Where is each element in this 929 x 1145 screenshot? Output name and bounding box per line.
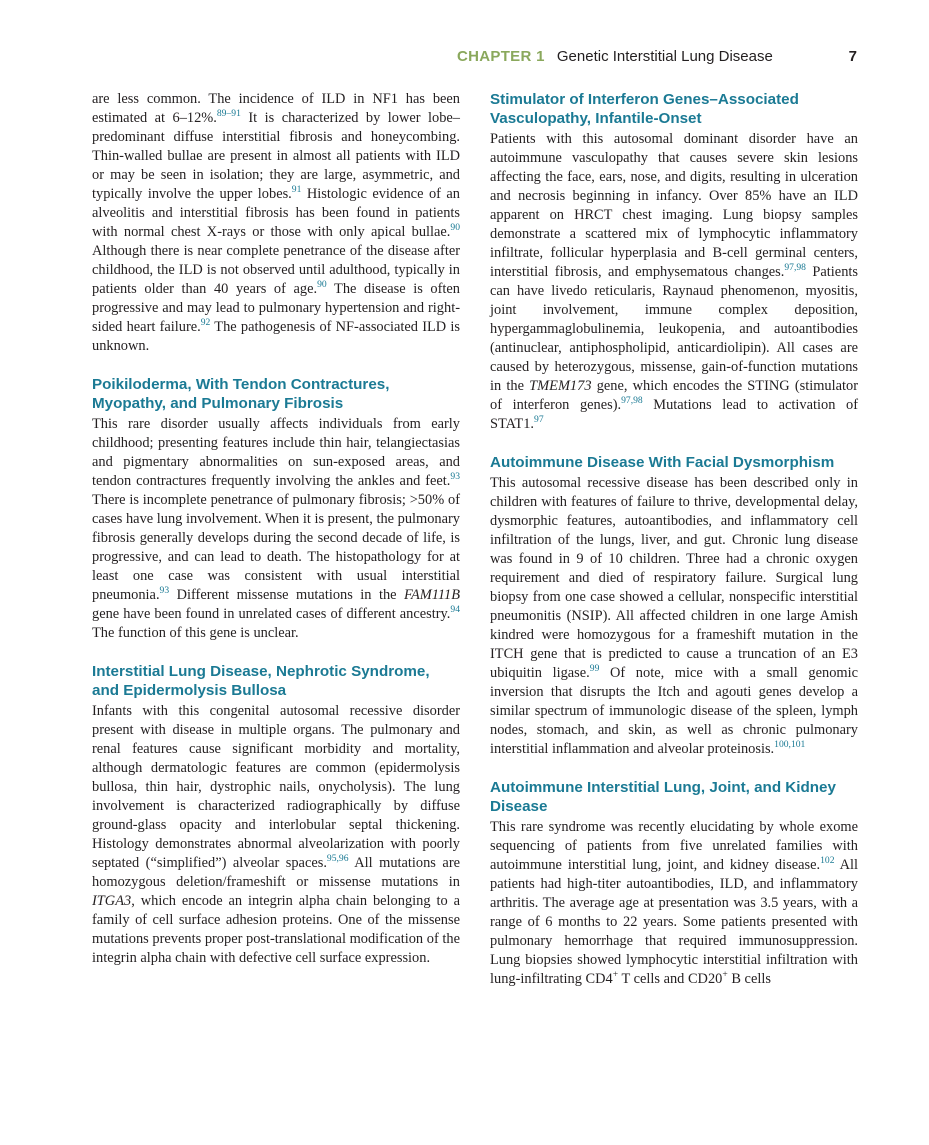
text-run: The function of this gene is unclear. xyxy=(92,625,299,641)
citation-ref[interactable]: 97,98 xyxy=(784,262,806,274)
text-run: All mutations are homozygous deletion/frameshift or missense mutations in xyxy=(92,855,460,890)
paragraph-poikiloderma xyxy=(92,415,460,643)
page-number: 7 xyxy=(848,48,857,65)
citation-ref[interactable]: 95,96 xyxy=(326,853,349,865)
paragraph-sting xyxy=(490,130,858,434)
left-column xyxy=(92,90,460,968)
superscript-plus: + xyxy=(612,969,619,981)
text-run: gene have been found in unrelated cases of different ancestry. xyxy=(92,606,451,622)
text-run: Of note, mice with a small genomic inversion that disrupts the Itch and agouti genes develop a similar spectrum of immunologic disease of the spleen, lymph nodes, stomach, and skin, as well as chronic pulmonary interstitial inflammation and alveolar proteinosis. xyxy=(490,665,858,757)
text-run: Infants with this congenital autosomal recessive disorder present with disease in multiple organs. The pulmonary and renal features cause significant morbidity and mortality, although dermatologic features are common (epidermolysis bullosa, thin hair, dystrophic nails, onycholysis). The lung involvement is characterized radiographically by diffuse ground-glass opacity and interlobular septal thickening. Histology demonstrates abnormal alveolarization with poorly septated (“simplified”) alveolar spaces. xyxy=(92,703,460,871)
text-run: The pathogenesis of NF-associated ILD is unknown. xyxy=(92,319,460,354)
chapter-label: CHAPTER 1 xyxy=(457,48,545,65)
citation-ref[interactable]: 92 xyxy=(200,317,211,329)
text-run: All patients had high-titer autoantibodies, ILD, and inflammatory arthritis. The average age at presentation was 3.5 years, with a range of 6 months to 22 years. Some patients presented with pulmonary hemorrhage that required immunosuppression. Lung biopsies showed lymphocytic interstitial infiltration with lung-infiltrating CD4 xyxy=(490,857,859,987)
text-run: Different missense mutations in the xyxy=(169,587,405,603)
section-gap xyxy=(92,643,460,662)
superscript-plus: + xyxy=(722,969,728,981)
citation-ref[interactable]: 100,101 xyxy=(774,739,806,751)
paragraph-autoimmune-ild-joint-kidney xyxy=(490,818,858,989)
citation-ref[interactable]: 93 xyxy=(450,471,460,483)
citation-ref[interactable]: 91 xyxy=(291,184,302,196)
right-column xyxy=(490,90,858,989)
text-run: This rare disorder usually affects individuals from early childhood; presenting features include thin hair, telangiectasias and pigmentary abnormalities on sun-exposed areas, and tendon contractures frequently involving the ankles and feet. xyxy=(92,416,460,489)
paragraph-nf1-ild xyxy=(92,90,460,356)
running-head xyxy=(457,47,857,67)
text-run: Patients can have livedo reticularis, Raynaud phenomenon, myositis, joint involvement, immune complex deposition, hypergammaglobulinemia, leukopenia, and autoantibodies (antinuclear, antiphospholipid, anticardiolipin). All cases are caused by heterozygous, missense, gain-of-function mutations in the xyxy=(490,264,858,394)
text-run: Although there is near complete penetrance of the disease after childhood, the ILD is not observed until adulthood, typically in patients older than 40 years of age. xyxy=(92,243,460,297)
citation-ref[interactable]: 90 xyxy=(450,222,460,234)
gene-name: FAM111B xyxy=(404,587,460,603)
section-heading-facial-dysmorphism: Autoimmune Disease With Facial Dysmorphism xyxy=(490,454,835,471)
chapter-title: Genetic Interstitial Lung Disease xyxy=(556,48,773,65)
section-gap xyxy=(92,356,460,375)
citation-ref[interactable]: 99 xyxy=(589,663,600,675)
text-run: T cells and CD20 xyxy=(618,971,723,987)
citation-ref[interactable]: 97,98 xyxy=(621,395,643,407)
gene-name: ITGA3 xyxy=(92,893,132,909)
citation-ref[interactable]: 94 xyxy=(450,604,460,616)
citation-ref[interactable]: 93 xyxy=(159,585,170,597)
paragraph-facial-dysmorphism xyxy=(490,474,858,759)
text-run: The disease is often progressive and may lead to pulmonary hypertension and right-sided heart failure. xyxy=(92,281,460,335)
text-run: There is incomplete penetrance of pulmonary fibrosis; >50% of cases have lung involvement. When it is present, the pulmonary fibrosis generally develops during the second decade of life, is progressive, and can lead to death. The histopathology for at least one case was consistent with usual interstitial pneumonia. xyxy=(92,492,460,603)
text-run: gene, which encodes the STING (stimulator of interferon genes). xyxy=(490,378,858,413)
gene-name: TMEM173 xyxy=(529,378,592,394)
paragraph-ild-nephrotic xyxy=(92,702,460,968)
citation-ref[interactable]: 97 xyxy=(534,414,544,426)
text-run: This autosomal recessive disease has been described only in children with features of failure to thrive, developmental delay, dysmorphic features, autoantibodies, and inflammatory cell infiltration of the lungs, liver, and gut. Chronic lung disease was found in 9 of 10 children. Three had a chronic oxygen requirement and died of respiratory failure. Surgical lung biopsy from one case showed a cellular, nonspecific interstitial pneumonitis (NSIP). All affected children in one large Amish kindred were homozygous for a frameshift mutation in the ITCH gene that is predicted to cause a truncation of an E3 ubiquitin ligase. xyxy=(490,475,858,681)
citation-ref[interactable]: 102 xyxy=(820,855,835,867)
citation-ref[interactable]: 89–91 xyxy=(216,108,241,120)
text-run: are less common. The incidence of ILD in NF1 has been estimated at 6–12%. xyxy=(92,91,460,126)
citation-ref[interactable]: 90 xyxy=(317,279,327,291)
text-run: Mutations lead to activation of STAT1. xyxy=(490,397,858,432)
section-gap xyxy=(490,759,858,778)
text-run: It is characterized by lower lobe–predominant diffuse interstitial fibrosis and honeycombing. Thin-walled bullae are present in almost all patients with ILD or may be seen in isolation; they are large, asymmetric, and typically involve the upper lobes. xyxy=(92,110,460,202)
text-run: Patients with this autosomal dominant disorder have an autoimmune vasculopathy that causes severe skin lesions affecting the face, ears, nose, and digits, resulting in ulceration and necrosis beginning in infancy. Over 85% have an ILD apparent on HRCT chest imaging. Lung biopsy samples demonstrate a scattered mix of lymphocytic inflammatory infiltrate, follicular hyperplasia and B-cell germinal centers, interstitial fibrosis, and emphysematous changes. xyxy=(490,131,858,280)
text-run: , which encode an integrin alpha chain belonging to a family of cell surface adhesion proteins. One of the missense mutations prevents proper post-translational modification of the integrin alpha chain with defective cell surface expression. xyxy=(92,893,460,966)
section-heading-ild-nephrotic: Interstitial Lung Disease, Nephrotic Syndrome, and Epidermolysis Bullosa xyxy=(92,663,430,699)
text-run: This rare syndrome was recently elucidating by whole exome sequencing of patients from five unrelated families with autoimmune interstitial lung, joint, and kidney disease. xyxy=(490,819,858,873)
section-heading-sting: Stimulator of Interferon Genes–Associated Vasculopathy, Infantile-Onset xyxy=(490,91,799,127)
text-run: B cells xyxy=(727,971,771,987)
section-heading-poikiloderma: Poikiloderma, With Tendon Contractures, Myopathy, and Pulmonary Fibrosis xyxy=(92,376,390,412)
text-run: Histologic evidence of an alveolitis and interstitial fibrosis has been found in patients with normal chest X-rays or those with only apical bullae. xyxy=(92,186,460,240)
section-gap xyxy=(490,434,858,453)
section-heading-autoimmune-ild-joint-kidney: Autoimmune Interstitial Lung, Joint, and Kidney Disease xyxy=(490,779,836,815)
